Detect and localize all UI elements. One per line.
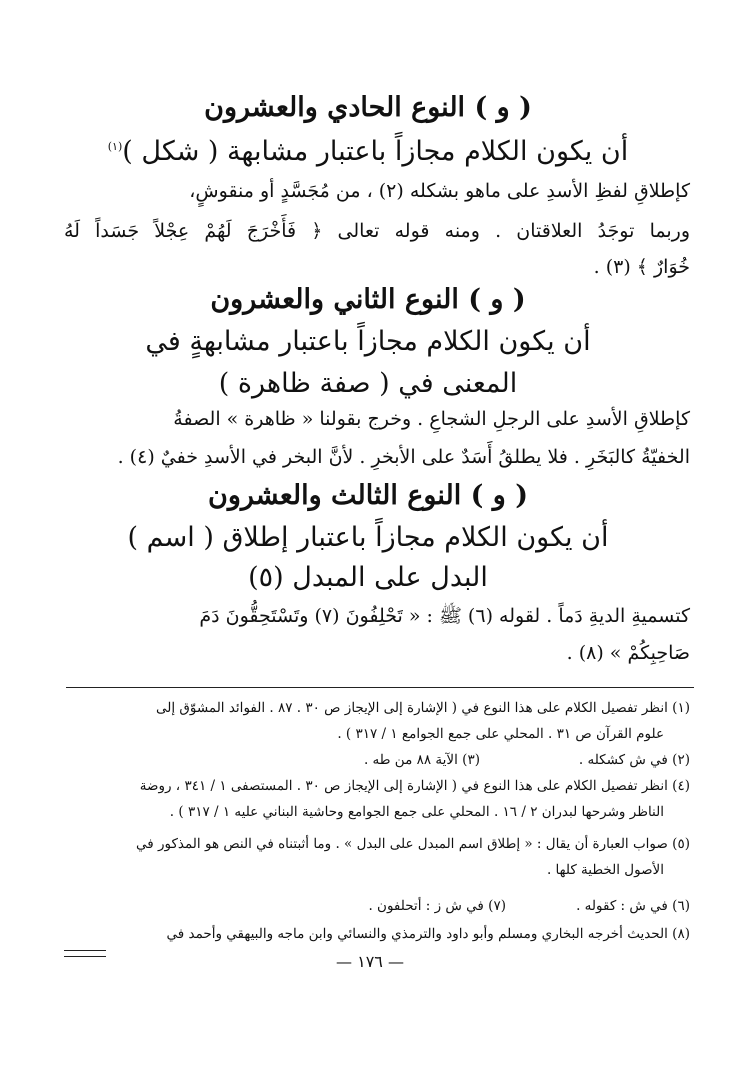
footnote-number: (٦)	[672, 898, 690, 914]
footnote	[579, 752, 690, 768]
section-heading: ( و ) النوع الثالث والعشرون	[207, 480, 528, 511]
section-title	[60, 136, 676, 167]
body-line: كإطلاقِ لفظِ الأسدِ على ماهو بشكله (٢) ، من مُجَسَّدٍ أو منقوشٍ،	[189, 180, 690, 202]
body-line: خُوَارٌ ﴾ (٣) .	[593, 256, 690, 278]
footnote-marker: (١)	[107, 140, 123, 153]
footnote-text: الحديث أخرجه البخاري ومسلم وأبو داود والترمذي والنسائي وابن ماجه والبيهقي وأحمد في	[166, 926, 668, 942]
footnote-text: في ش كشكله .	[578, 752, 668, 768]
body-line: وربما توجَدُ العلاقتان . ومنه قوله تعالى ﴿ فَأَخْرَجَ لَهُمْ عِجْلاً جَسَداً لَهُ	[64, 220, 690, 242]
continuation-mark	[64, 950, 106, 951]
footnote-number: (٧)	[488, 898, 506, 914]
footnote-text: انظر تفصيل الكلام على هذا النوع في ( الإشارة إلى الإيجاز ص ٣٠ . ٨٧ . الفوائد المشوّق إلى	[155, 700, 668, 716]
footnote	[140, 778, 690, 794]
section-title-line: أن يكون الكلام مجازاً باعتبار إطلاق ( اسم )	[127, 522, 609, 553]
footnote	[166, 926, 690, 942]
continuation-mark	[64, 956, 106, 957]
footnote	[364, 752, 480, 768]
footnote-text: الناظر وشرحها لبدران ٢ / ١٦ . المحلي على جمع الجوامع وحاشية البناني عليه ١ / ٣١٧ ) .	[169, 804, 664, 820]
body-line: كإطلاقِ الأسدِ على الرجلِ الشجاعِ . وخرج بقولنا « ظاهرة » الصفةُ	[173, 408, 690, 430]
section-title-line: أن يكون الكلام مجازاً باعتبار مشابهة ( شكل )	[122, 136, 629, 167]
footnote-text: انظر تفصيل الكلام على هذا النوع في ( الإشارة إلى الإيجاز ص ٣٠ . المستصفى ١ / ٣٤١ ، روضة	[139, 778, 668, 794]
body-line: كتسميةِ الديةِ دَماً . لقوله (٦) ﷺ : « تَحْلِفُونَ (٧) وتَسْتَحِقُّونَ دَمَ	[199, 605, 690, 627]
footnote	[368, 898, 506, 914]
footnote-text: علوم القرآن ص ٣١ . المحلي على جمع الجوامع ١ / ٣١٧ ) .	[337, 726, 664, 742]
footnote-number: (٤)	[672, 778, 690, 794]
footnote-text: في ش : كقوله .	[576, 898, 668, 914]
footnote-number: (١)	[672, 700, 690, 716]
footnote-number: (٥)	[672, 836, 690, 852]
footnote-text: في ش ز : أتحلفون .	[368, 898, 484, 914]
footnote-number: (٢)	[672, 752, 690, 768]
footnote-number: (٣)	[462, 752, 480, 768]
body-line: صَاحِبِكُمْ » (٨) .	[566, 642, 690, 664]
footnote-divider	[66, 687, 694, 688]
section-title-line: المعنى في ( صفة ظاهرة )	[218, 368, 518, 399]
body-line: الخفيّةُ كالبَخَرِ . فلا يطلقُ أَسَدٌ على الأبخرِ . لأنَّ البخر في الأسدِ خفيٌ (٤) .	[117, 446, 690, 468]
footnote-text: الآية ٨٨ من طه .	[363, 752, 458, 768]
section-title-line: البدل على المبدل (٥)	[248, 562, 488, 593]
section-title-line: أن يكون الكلام مجازاً باعتبار مشابهةٍ في	[145, 326, 591, 357]
footnote	[156, 700, 690, 716]
footnote	[576, 898, 690, 914]
page-number: — ١٧٦ —	[336, 952, 404, 971]
section-heading: ( و ) النوع الثاني والعشرون	[210, 284, 526, 315]
section-heading: ( و ) النوع الحادي والعشرون	[204, 92, 532, 123]
footnote-text: صواب العبارة أن يقال : « إطلاق اسم المبدل على البدل » . وما أثبتناه في النص هو المذكور في	[136, 836, 668, 852]
footnote-number: (٨)	[672, 926, 690, 942]
footnote	[136, 836, 690, 852]
footnote-text: الأصول الخطية كلها .	[546, 862, 664, 878]
